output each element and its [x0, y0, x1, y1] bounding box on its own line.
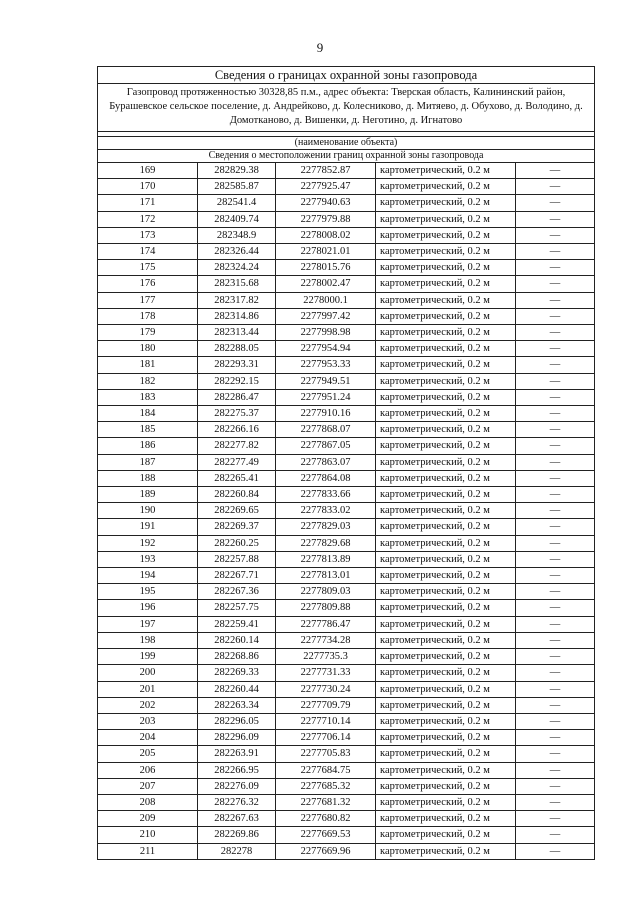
description-cell: — [516, 227, 595, 243]
coord-y: 2277813.89 [276, 551, 376, 567]
point-number: 185 [98, 422, 198, 438]
method-cell: картометрический, 0.2 м [376, 308, 516, 324]
table-row [98, 535, 595, 551]
point-number: 208 [98, 794, 198, 810]
coord-x: 282277.82 [198, 438, 276, 454]
coord-x: 282260.44 [198, 681, 276, 697]
coord-x: 282257.88 [198, 551, 276, 567]
coord-y: 2278008.02 [276, 227, 376, 243]
description-cell: — [516, 843, 595, 859]
method-cell: картометрический, 0.2 м [376, 649, 516, 665]
coord-x: 282263.91 [198, 746, 276, 762]
table-row [98, 195, 595, 211]
description-cell: — [516, 260, 595, 276]
table-row [98, 503, 595, 519]
coord-y: 2277813.01 [276, 568, 376, 584]
table-row [98, 292, 595, 308]
point-number: 193 [98, 551, 198, 567]
coord-x: 282829.38 [198, 163, 276, 179]
method-cell: картометрический, 0.2 м [376, 730, 516, 746]
coord-y: 2277681.32 [276, 794, 376, 810]
coord-x: 282260.25 [198, 535, 276, 551]
coord-x: 282259.41 [198, 616, 276, 632]
method-cell: картометрический, 0.2 м [376, 811, 516, 827]
table-row [98, 649, 595, 665]
coord-x: 282265.41 [198, 470, 276, 486]
description-cell: — [516, 616, 595, 632]
description-row [98, 84, 595, 132]
point-number: 200 [98, 665, 198, 681]
point-number: 192 [98, 535, 198, 551]
section-row [98, 150, 595, 163]
point-number: 199 [98, 649, 198, 665]
point-number: 198 [98, 632, 198, 648]
coord-x: 282268.86 [198, 649, 276, 665]
table-row [98, 341, 595, 357]
table-row [98, 600, 595, 616]
coord-y: 2277669.96 [276, 843, 376, 859]
method-cell: картометрический, 0.2 м [376, 195, 516, 211]
point-number: 201 [98, 681, 198, 697]
coord-x: 282267.71 [198, 568, 276, 584]
point-number: 211 [98, 843, 198, 859]
table-row [98, 422, 595, 438]
table-row [98, 308, 595, 324]
description-cell: — [516, 406, 595, 422]
coord-x: 282288.05 [198, 341, 276, 357]
method-cell: картометрический, 0.2 м [376, 325, 516, 341]
table-row [98, 389, 595, 405]
point-number: 195 [98, 584, 198, 600]
table-row [98, 746, 595, 762]
coord-y: 2277998.98 [276, 325, 376, 341]
description-cell: — [516, 811, 595, 827]
description-cell: — [516, 730, 595, 746]
point-number: 189 [98, 487, 198, 503]
coord-y: 2277997.42 [276, 308, 376, 324]
method-cell: картометрический, 0.2 м [376, 746, 516, 762]
method-cell: картометрический, 0.2 м [376, 470, 516, 486]
coord-y: 2277809.88 [276, 600, 376, 616]
table-row [98, 778, 595, 794]
point-number: 209 [98, 811, 198, 827]
description-cell: — [516, 357, 595, 373]
table-row [98, 551, 595, 567]
coord-x: 282315.68 [198, 276, 276, 292]
method-cell: картометрический, 0.2 м [376, 454, 516, 470]
coord-y: 2277730.24 [276, 681, 376, 697]
table-row [98, 730, 595, 746]
table-row [98, 827, 595, 843]
coord-y: 2277809.03 [276, 584, 376, 600]
method-cell: картометрический, 0.2 м [376, 244, 516, 260]
coord-y: 2277734.28 [276, 632, 376, 648]
coord-x: 282296.09 [198, 730, 276, 746]
point-number: 183 [98, 389, 198, 405]
method-cell: картометрический, 0.2 м [376, 422, 516, 438]
coord-y: 2278000.1 [276, 292, 376, 308]
coord-y: 2277735.3 [276, 649, 376, 665]
table-row [98, 487, 595, 503]
coord-y: 2277669.53 [276, 827, 376, 843]
table-row [98, 713, 595, 729]
table-row [98, 843, 595, 859]
coord-y: 2277829.68 [276, 535, 376, 551]
description-cell: — [516, 325, 595, 341]
method-cell: картометрический, 0.2 м [376, 179, 516, 195]
coord-y: 2277852.87 [276, 163, 376, 179]
coord-x: 282278 [198, 843, 276, 859]
table-row [98, 227, 595, 243]
description-cell: — [516, 341, 595, 357]
method-cell: картометрический, 0.2 м [376, 632, 516, 648]
point-number: 171 [98, 195, 198, 211]
method-cell: картометрический, 0.2 м [376, 292, 516, 308]
method-cell: картометрический, 0.2 м [376, 276, 516, 292]
description-cell: — [516, 778, 595, 794]
coord-x: 282263.34 [198, 697, 276, 713]
point-number: 206 [98, 762, 198, 778]
coord-x: 282266.16 [198, 422, 276, 438]
table-row [98, 811, 595, 827]
coord-y: 2277786.47 [276, 616, 376, 632]
method-cell: картометрический, 0.2 м [376, 535, 516, 551]
description-cell: — [516, 649, 595, 665]
object-description: Газопровод протяженностью 30328,85 п.м., адрес объекта: Тверская область, Калининский район, Бурашевское сельское поселение, д. Андрейково, д. Колесниково, д. Митяево, д. Обухово, д. Володино, д. Домотканово, д. Вишенки, д. Неготино, д. Игнатово [98, 84, 595, 132]
coord-x: 282267.36 [198, 584, 276, 600]
description-cell: — [516, 713, 595, 729]
method-cell: картометрический, 0.2 м [376, 227, 516, 243]
description-cell: — [516, 762, 595, 778]
coord-y: 2278021.01 [276, 244, 376, 260]
coord-y: 2277709.79 [276, 697, 376, 713]
coord-x: 282260.84 [198, 487, 276, 503]
method-cell: картометрический, 0.2 м [376, 341, 516, 357]
table-row [98, 276, 595, 292]
description-cell: — [516, 244, 595, 260]
coord-y: 2277863.07 [276, 454, 376, 470]
description-cell: — [516, 179, 595, 195]
table-row [98, 470, 595, 486]
description-cell: — [516, 373, 595, 389]
point-number: 187 [98, 454, 198, 470]
table-row [98, 179, 595, 195]
point-number: 197 [98, 616, 198, 632]
point-number: 182 [98, 373, 198, 389]
description-cell: — [516, 454, 595, 470]
point-number: 173 [98, 227, 198, 243]
coord-y: 2277829.03 [276, 519, 376, 535]
method-cell: картометрический, 0.2 м [376, 519, 516, 535]
description-cell: — [516, 276, 595, 292]
table-row [98, 794, 595, 810]
coord-x: 282314.86 [198, 308, 276, 324]
description-cell: — [516, 794, 595, 810]
table-row [98, 762, 595, 778]
description-cell: — [516, 308, 595, 324]
coord-y: 2277867.05 [276, 438, 376, 454]
point-number: 177 [98, 292, 198, 308]
point-number: 170 [98, 179, 198, 195]
coord-y: 2277680.82 [276, 811, 376, 827]
coord-x: 282269.86 [198, 827, 276, 843]
coord-y: 2278002.47 [276, 276, 376, 292]
point-number: 175 [98, 260, 198, 276]
coord-x: 282324.24 [198, 260, 276, 276]
table-row [98, 665, 595, 681]
boundary-table [97, 66, 595, 860]
table-row [98, 681, 595, 697]
method-cell: картометрический, 0.2 м [376, 551, 516, 567]
point-number: 210 [98, 827, 198, 843]
description-cell: — [516, 665, 595, 681]
coord-x: 282269.37 [198, 519, 276, 535]
coord-x: 282326.44 [198, 244, 276, 260]
method-cell: картометрический, 0.2 м [376, 503, 516, 519]
table-row [98, 697, 595, 713]
point-number: 184 [98, 406, 198, 422]
page-number: 9 [316, 40, 324, 55]
table-row [98, 616, 595, 632]
coord-y: 2277925.47 [276, 179, 376, 195]
description-cell: — [516, 470, 595, 486]
table-row [98, 519, 595, 535]
coord-x: 282317.82 [198, 292, 276, 308]
coord-x: 282267.63 [198, 811, 276, 827]
point-number: 172 [98, 211, 198, 227]
coord-x: 282276.32 [198, 794, 276, 810]
point-number: 190 [98, 503, 198, 519]
method-cell: картометрический, 0.2 м [376, 713, 516, 729]
table-row [98, 244, 595, 260]
table-row [98, 454, 595, 470]
method-cell: картометрический, 0.2 м [376, 827, 516, 843]
description-cell: — [516, 422, 595, 438]
coord-y: 2277705.83 [276, 746, 376, 762]
coord-y: 2278015.76 [276, 260, 376, 276]
point-number: 178 [98, 308, 198, 324]
coord-x: 282296.05 [198, 713, 276, 729]
table-row [98, 584, 595, 600]
point-number: 188 [98, 470, 198, 486]
method-cell: картометрический, 0.2 м [376, 373, 516, 389]
coord-x: 282293.31 [198, 357, 276, 373]
object-caption: (наименование объекта) [98, 137, 595, 150]
coord-y: 2277864.08 [276, 470, 376, 486]
point-number: 191 [98, 519, 198, 535]
point-number: 180 [98, 341, 198, 357]
coord-y: 2277731.33 [276, 665, 376, 681]
point-number: 176 [98, 276, 198, 292]
coord-y: 2277949.51 [276, 373, 376, 389]
coord-x: 282269.65 [198, 503, 276, 519]
description-cell: — [516, 681, 595, 697]
coord-y: 2277951.24 [276, 389, 376, 405]
table-row [98, 373, 595, 389]
description-cell: — [516, 827, 595, 843]
coord-y: 2277833.66 [276, 487, 376, 503]
coord-x: 282292.15 [198, 373, 276, 389]
description-cell: — [516, 503, 595, 519]
method-cell: картометрический, 0.2 м [376, 697, 516, 713]
point-number: 207 [98, 778, 198, 794]
point-number: 186 [98, 438, 198, 454]
coord-x: 282266.95 [198, 762, 276, 778]
coord-y: 2277940.63 [276, 195, 376, 211]
title-row [98, 67, 595, 84]
coord-y: 2277954.94 [276, 341, 376, 357]
table-row [98, 632, 595, 648]
table-row [98, 211, 595, 227]
method-cell: картометрический, 0.2 м [376, 843, 516, 859]
method-cell: картометрический, 0.2 м [376, 487, 516, 503]
coord-x: 282313.44 [198, 325, 276, 341]
description-cell: — [516, 292, 595, 308]
table-row [98, 163, 595, 179]
section-title: Сведения о местоположении границ охранной зоны газопровода [98, 150, 595, 163]
coord-x: 282257.75 [198, 600, 276, 616]
method-cell: картометрический, 0.2 м [376, 778, 516, 794]
point-number: 179 [98, 325, 198, 341]
method-cell: картометрический, 0.2 м [376, 163, 516, 179]
coord-x: 282269.33 [198, 665, 276, 681]
coord-y: 2277910.16 [276, 406, 376, 422]
description-cell: — [516, 568, 595, 584]
method-cell: картометрический, 0.2 м [376, 211, 516, 227]
method-cell: картометрический, 0.2 м [376, 389, 516, 405]
description-cell: — [516, 195, 595, 211]
description-cell: — [516, 746, 595, 762]
method-cell: картометрический, 0.2 м [376, 762, 516, 778]
coord-x: 282409.74 [198, 211, 276, 227]
description-cell: — [516, 697, 595, 713]
point-number: 194 [98, 568, 198, 584]
coord-y: 2277868.07 [276, 422, 376, 438]
coord-x: 282260.14 [198, 632, 276, 648]
point-number: 196 [98, 600, 198, 616]
description-cell: — [516, 600, 595, 616]
coord-y: 2277953.33 [276, 357, 376, 373]
point-number: 169 [98, 163, 198, 179]
coord-x: 282348.9 [198, 227, 276, 243]
description-cell: — [516, 519, 595, 535]
method-cell: картометрический, 0.2 м [376, 794, 516, 810]
coord-x: 282541.4 [198, 195, 276, 211]
coord-y: 2277833.02 [276, 503, 376, 519]
point-number: 202 [98, 697, 198, 713]
description-cell: — [516, 438, 595, 454]
method-cell: картометрический, 0.2 м [376, 260, 516, 276]
coord-y: 2277979.88 [276, 211, 376, 227]
table-row [98, 568, 595, 584]
method-cell: картометрический, 0.2 м [376, 406, 516, 422]
description-cell: — [516, 211, 595, 227]
coord-x: 282585.87 [198, 179, 276, 195]
table-row [98, 260, 595, 276]
table-row [98, 325, 595, 341]
point-number: 181 [98, 357, 198, 373]
method-cell: картометрический, 0.2 м [376, 600, 516, 616]
caption-row [98, 137, 595, 150]
point-number: 204 [98, 730, 198, 746]
coord-x: 282286.47 [198, 389, 276, 405]
description-cell: — [516, 551, 595, 567]
coord-y: 2277710.14 [276, 713, 376, 729]
description-cell: — [516, 389, 595, 405]
point-number: 174 [98, 244, 198, 260]
point-number: 203 [98, 713, 198, 729]
table-row [98, 357, 595, 373]
method-cell: картометрический, 0.2 м [376, 357, 516, 373]
coord-x: 282275.37 [198, 406, 276, 422]
coord-x: 282277.49 [198, 454, 276, 470]
document-title: Сведения о границах охранной зоны газопровода [98, 67, 595, 84]
description-cell: — [516, 584, 595, 600]
method-cell: картометрический, 0.2 м [376, 584, 516, 600]
method-cell: картометрический, 0.2 м [376, 665, 516, 681]
description-cell: — [516, 487, 595, 503]
description-cell: — [516, 535, 595, 551]
description-cell: — [516, 632, 595, 648]
table-row [98, 438, 595, 454]
coord-y: 2277685.32 [276, 778, 376, 794]
coord-y: 2277706.14 [276, 730, 376, 746]
point-number: 205 [98, 746, 198, 762]
coord-y: 2277684.75 [276, 762, 376, 778]
method-cell: картометрический, 0.2 м [376, 616, 516, 632]
method-cell: картометрический, 0.2 м [376, 568, 516, 584]
method-cell: картометрический, 0.2 м [376, 681, 516, 697]
description-cell: — [516, 163, 595, 179]
table-row [98, 406, 595, 422]
coord-x: 282276.09 [198, 778, 276, 794]
method-cell: картометрический, 0.2 м [376, 438, 516, 454]
